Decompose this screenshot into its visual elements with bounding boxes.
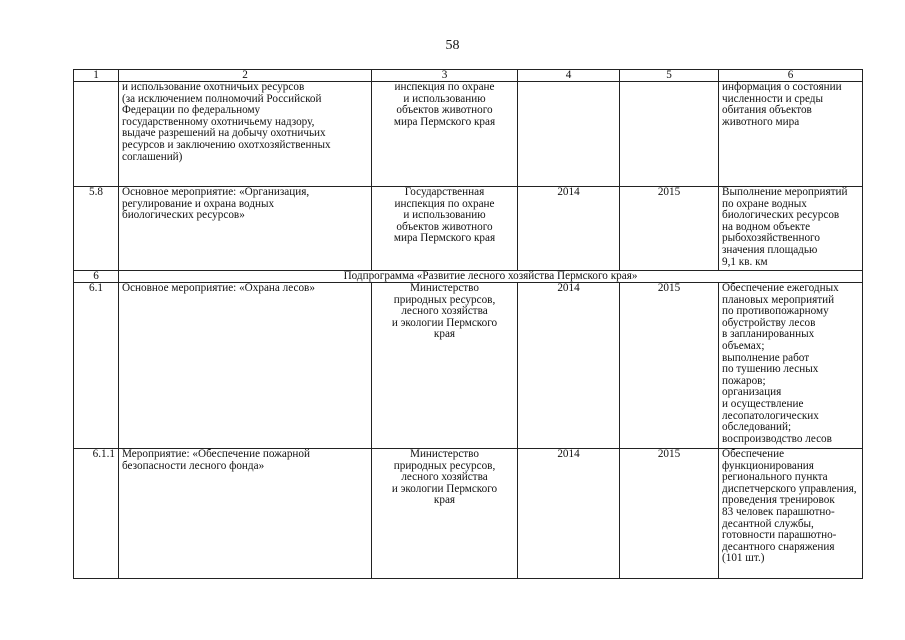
table-row [74,187,863,271]
page-number: 58 [445,38,460,53]
header-col-3: 3 [372,70,518,82]
row-number: 6.1 [74,283,119,449]
table-row [74,82,863,187]
activity-name: и использование охотничьих ресурсов (за исключением полномочий Российской Федерации по федеральному государственному охотничьему надзору, выдаче разрешений на добычу охотничьих ресурсов и заключению охотхозяйственных соглашений) [119,82,372,187]
program-table [73,69,863,579]
executor: Государственная инспекция по охране и использованию объектов животного мира Пермского края [372,187,518,271]
executor: Министерство природных ресурсов, лесного хозяйства и экологии Пермского края [372,283,518,449]
header-col-6: 6 [719,70,863,82]
activity-name: Основное мероприятие: «Охрана лесов» [119,283,372,449]
end-year: 2015 [620,449,719,579]
subprogram-number: 6 [74,271,119,283]
end-year [620,82,719,187]
subprogram-title: Подпрограмма «Развитие лесного хозяйства Пермского края» [119,271,863,283]
row-number [74,82,119,187]
header-col-5: 5 [620,70,719,82]
start-year: 2014 [518,283,620,449]
start-year: 2014 [518,187,620,271]
header-col-4: 4 [518,70,620,82]
subprogram-row [74,271,863,283]
row-number: 6.1.1 [74,449,119,579]
expected-result: Обеспечение ежегодных плановых мероприятий по противопожарному обустройству лесов в запланированных объемах; выполнение работ по тушению лесных пожаров; организация и осуществление лесопатологических обследований; воспроизводство лесов [719,283,863,449]
activity-name: Мероприятие: «Обеспечение пожарной безопасности лесного фонда» [119,449,372,579]
table-row [74,283,863,449]
expected-result: информация о состоянии численности и среды обитания объектов животного мира [719,82,863,187]
table-row [74,449,863,579]
start-year [518,82,620,187]
executor: Министерство природных ресурсов, лесного хозяйства и экологии Пермского края [372,449,518,579]
executor: инспекция по охране и использованию объектов животного мира Пермского края [372,82,518,187]
activity-name: Основное мероприятие: «Организация, регулирование и охрана водных биологических ресурсов» [119,187,372,271]
table-header-row [74,70,863,82]
end-year: 2015 [620,187,719,271]
expected-result: Выполнение мероприятий по охране водных биологических ресурсов на водном объекте рыбохозяйственного значения площадью 9,1 кв. км [719,187,863,271]
start-year: 2014 [518,449,620,579]
row-number: 5.8 [74,187,119,271]
header-col-2: 2 [119,70,372,82]
header-col-1: 1 [74,70,119,82]
expected-result: Обеспечение функционирования регионального пункта диспетчерского управления, проведения тренировок 83 человек парашютно- десантной службы, готовности парашютно- десантного снаряжения (101 шт.) [719,449,863,579]
end-year: 2015 [620,283,719,449]
